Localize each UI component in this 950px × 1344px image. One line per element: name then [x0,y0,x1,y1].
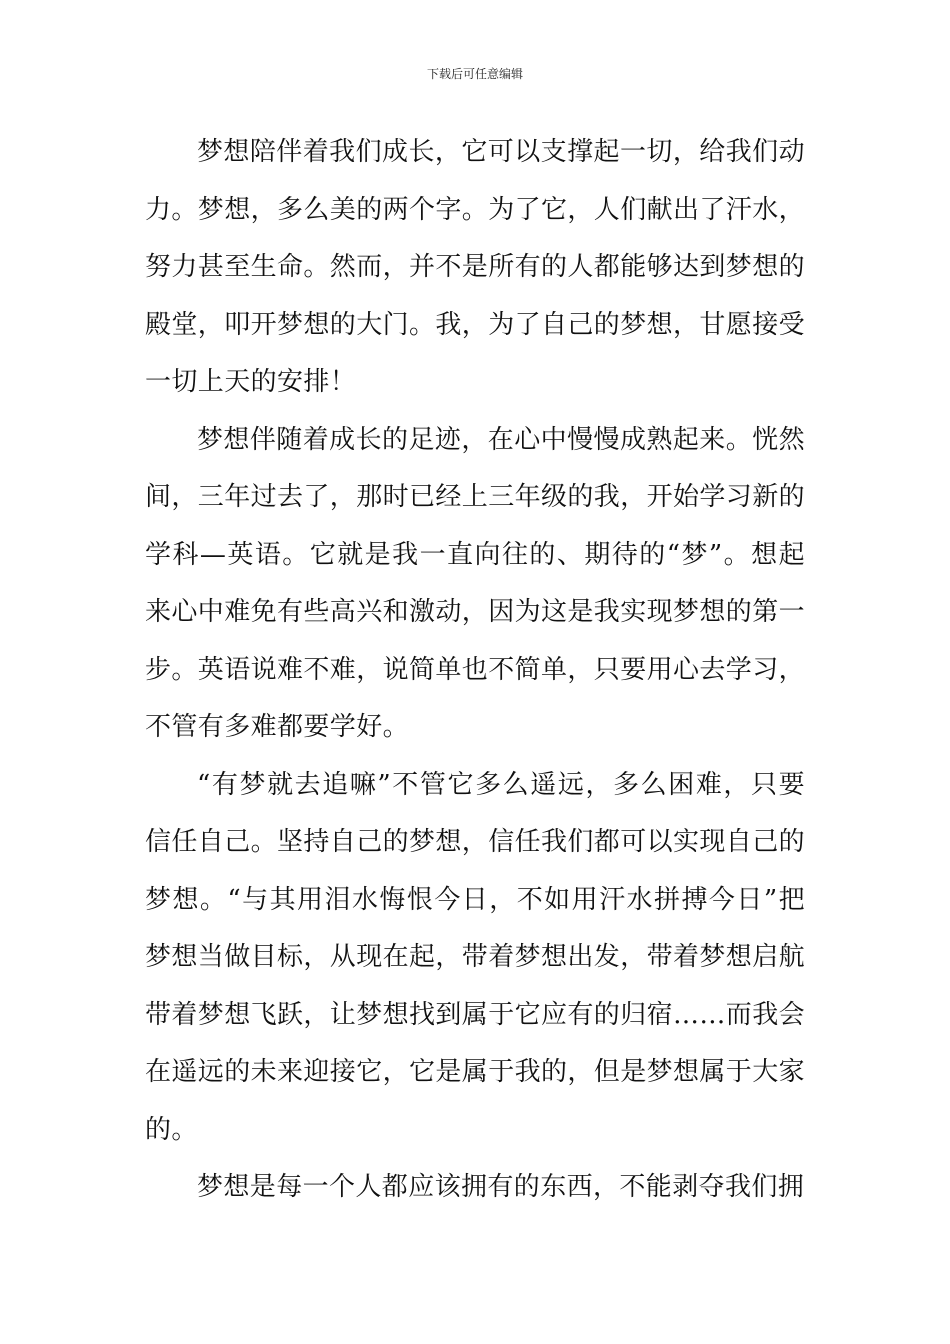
paragraph-4: 梦想是每一个人都应该拥有的东西，不能剥夺我们拥 [197,1172,805,1202]
paragraph-1: 梦想陪伴着我们成长，它可以支撑起一切，给我们动力。梦想，多么美的两个字。为了它，人们献出了汗水，努力甚至生命。然而，并不是所有的人都能够达到梦想的殿堂，叩开梦想的大门。我，为了自己的梦想，甘愿接受一切上天的安排！ [145,137,806,397]
header-note: 下载后可任意编辑 [426,67,523,81]
paragraph-3: “有梦就去追嘛”不管它多么遥远，多么困难，只要信任自己。坚持自己的梦想，信任我们都可以实现自己的梦想。“与其用泪水悔恨今日，不如用汗水拼搏今日”把梦想当做目标，从现在起，带着梦想出发，带着梦想启航带着梦想飞跃，让梦想找到属于它应有的归宿……而我会在遥远的未来迎接它，它是属于我的，但是梦想属于大家的。 [145,769,806,1145]
paragraph-2: 梦想伴随着成长的足迹，在心中慢慢成熟起来。恍然间，三年过去了，那时已经上三年级的我，开始学习新的学科—英语。它就是我一直向往的、期待的“梦”。想起来心中难免有些高兴和激动，因为这是我实现梦想的第一步。英语说难不难，说简单也不简单，只要用心去学习，不管有多难都要学好。 [145,424,806,742]
document-body [145,124,805,1217]
